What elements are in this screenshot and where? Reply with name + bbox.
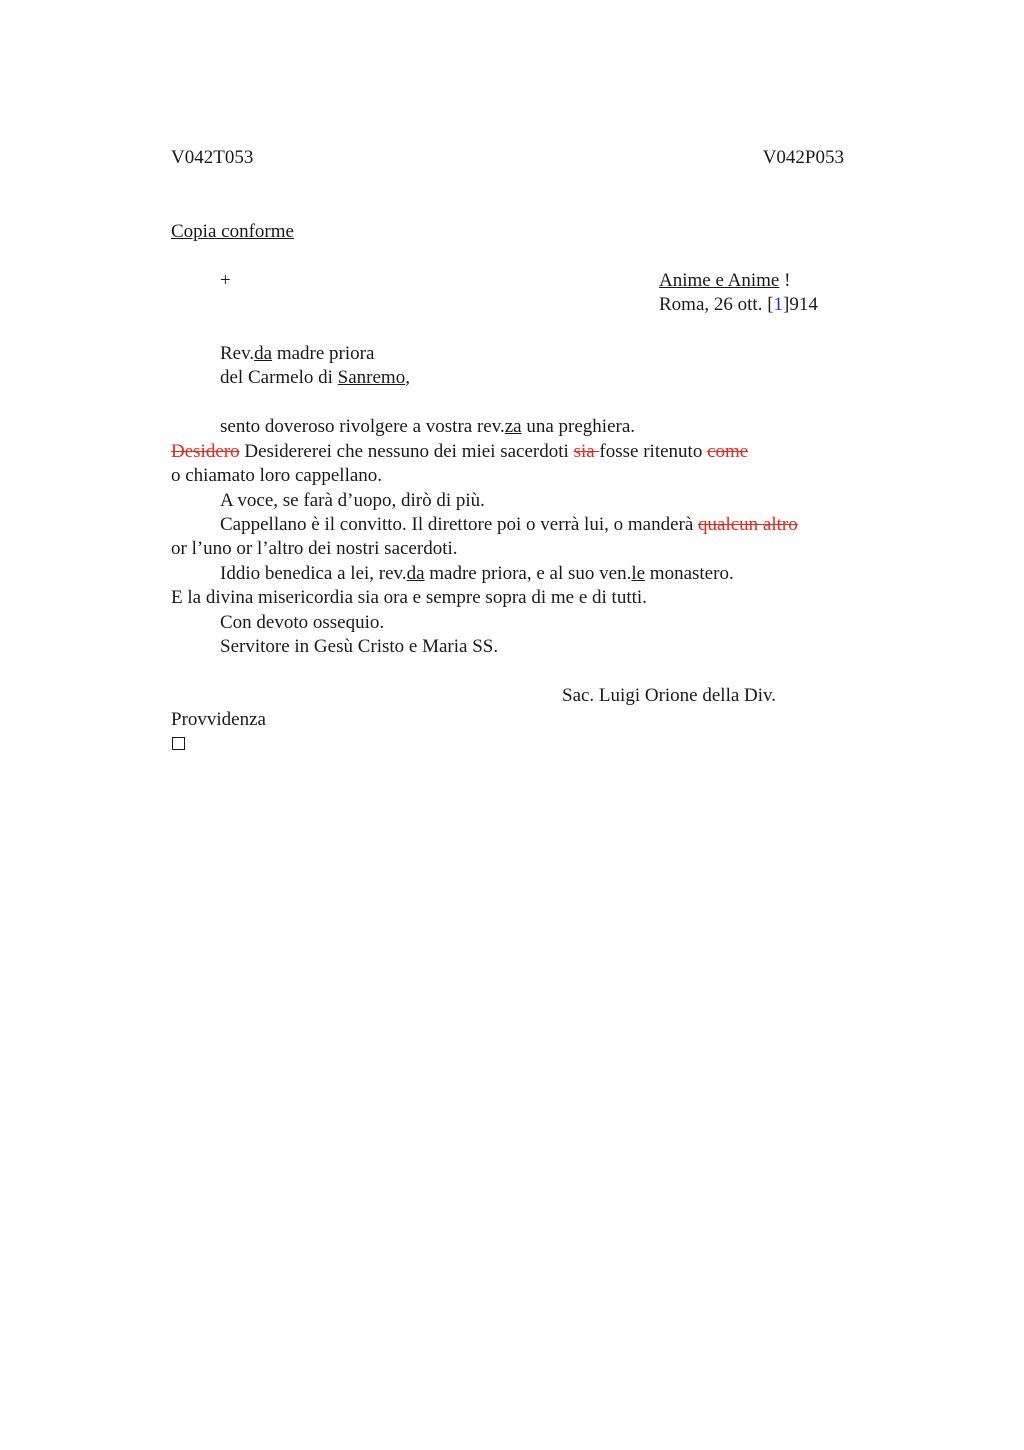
signature-line-1: Sac. Luigi Orione della Div. bbox=[562, 685, 777, 706]
p5-mid: madre priora, e al suo ven. bbox=[424, 563, 632, 584]
body-paragraph-1 bbox=[220, 415, 635, 439]
p2-text-1: Desidererei che nessuno dei miei sacerdoti bbox=[239, 441, 574, 462]
recipient-suffix: madre priora bbox=[272, 343, 375, 364]
closing-line-2: Servitore in Gesù Cristo e Maria SS. bbox=[220, 636, 499, 657]
p4-text: Cappellano è il convitto. Il direttore poi o verrà lui, o manderà bbox=[220, 514, 699, 535]
letter-date bbox=[659, 293, 818, 317]
date-prefix: Roma, 26 ott. [ bbox=[659, 294, 774, 315]
deleted-word-1: Desidero bbox=[171, 441, 240, 462]
signature-line-2: Provvidenza bbox=[171, 709, 266, 730]
p1-prefix: sento doveroso rivolgere a vostra rev. bbox=[220, 416, 505, 437]
cross-symbol: + bbox=[220, 270, 231, 291]
recipient-prefix: Rev. bbox=[220, 343, 255, 364]
closing-line-1: Con devoto ossequio. bbox=[220, 612, 385, 633]
deleted-word-3: come bbox=[707, 441, 749, 462]
deleted-word-2: sia bbox=[573, 441, 600, 462]
recipient-line2-suffix: , bbox=[405, 367, 410, 388]
header-left-code: V042T053 bbox=[171, 147, 254, 168]
recipient-place: Sanremo bbox=[337, 367, 406, 388]
body-paragraph-4-line-1 bbox=[220, 513, 798, 537]
p1-suffix: una preghiera. bbox=[521, 416, 636, 437]
document-title: Copia conforme bbox=[171, 221, 294, 242]
body-paragraph-5-line-2: E la divina misericordia sia ora e sempre sopra di me e di tutti. bbox=[171, 587, 647, 608]
p5-abbr-2: le bbox=[631, 563, 646, 584]
square-box-icon bbox=[172, 737, 185, 750]
header-right-code: V042P053 bbox=[762, 147, 844, 168]
date-suffix: ]914 bbox=[783, 294, 818, 315]
p2-text-2: fosse ritenuto bbox=[599, 441, 708, 462]
body-paragraph-2-line-1 bbox=[171, 440, 748, 464]
p1-abbr: za bbox=[504, 416, 522, 437]
recipient-line-1 bbox=[220, 342, 374, 366]
motto bbox=[659, 269, 790, 293]
recipient-line2-prefix: del Carmelo di bbox=[220, 367, 338, 388]
recipient-abbr: da bbox=[254, 343, 273, 364]
p5-prefix: Iddio benedica a lei, rev. bbox=[220, 563, 407, 584]
body-paragraph-2-line-2: o chiamato loro cappellano. bbox=[171, 465, 383, 486]
body-paragraph-3: A voce, se farà d’uopo, dirò di più. bbox=[220, 490, 485, 511]
body-paragraph-4-line-2: or l’uno or l’altro dei nostri sacerdoti. bbox=[171, 538, 458, 559]
p5-suffix: monastero. bbox=[645, 563, 734, 584]
motto-underlined: Anime e Anime bbox=[659, 270, 780, 291]
body-paragraph-5-line-1 bbox=[220, 562, 734, 586]
date-bracket-digit: 1 bbox=[773, 294, 784, 315]
deleted-phrase: qualcun altro bbox=[698, 514, 798, 535]
motto-suffix: ! bbox=[779, 270, 791, 291]
p5-abbr-1: da bbox=[406, 563, 425, 584]
recipient-line-2 bbox=[220, 366, 410, 390]
